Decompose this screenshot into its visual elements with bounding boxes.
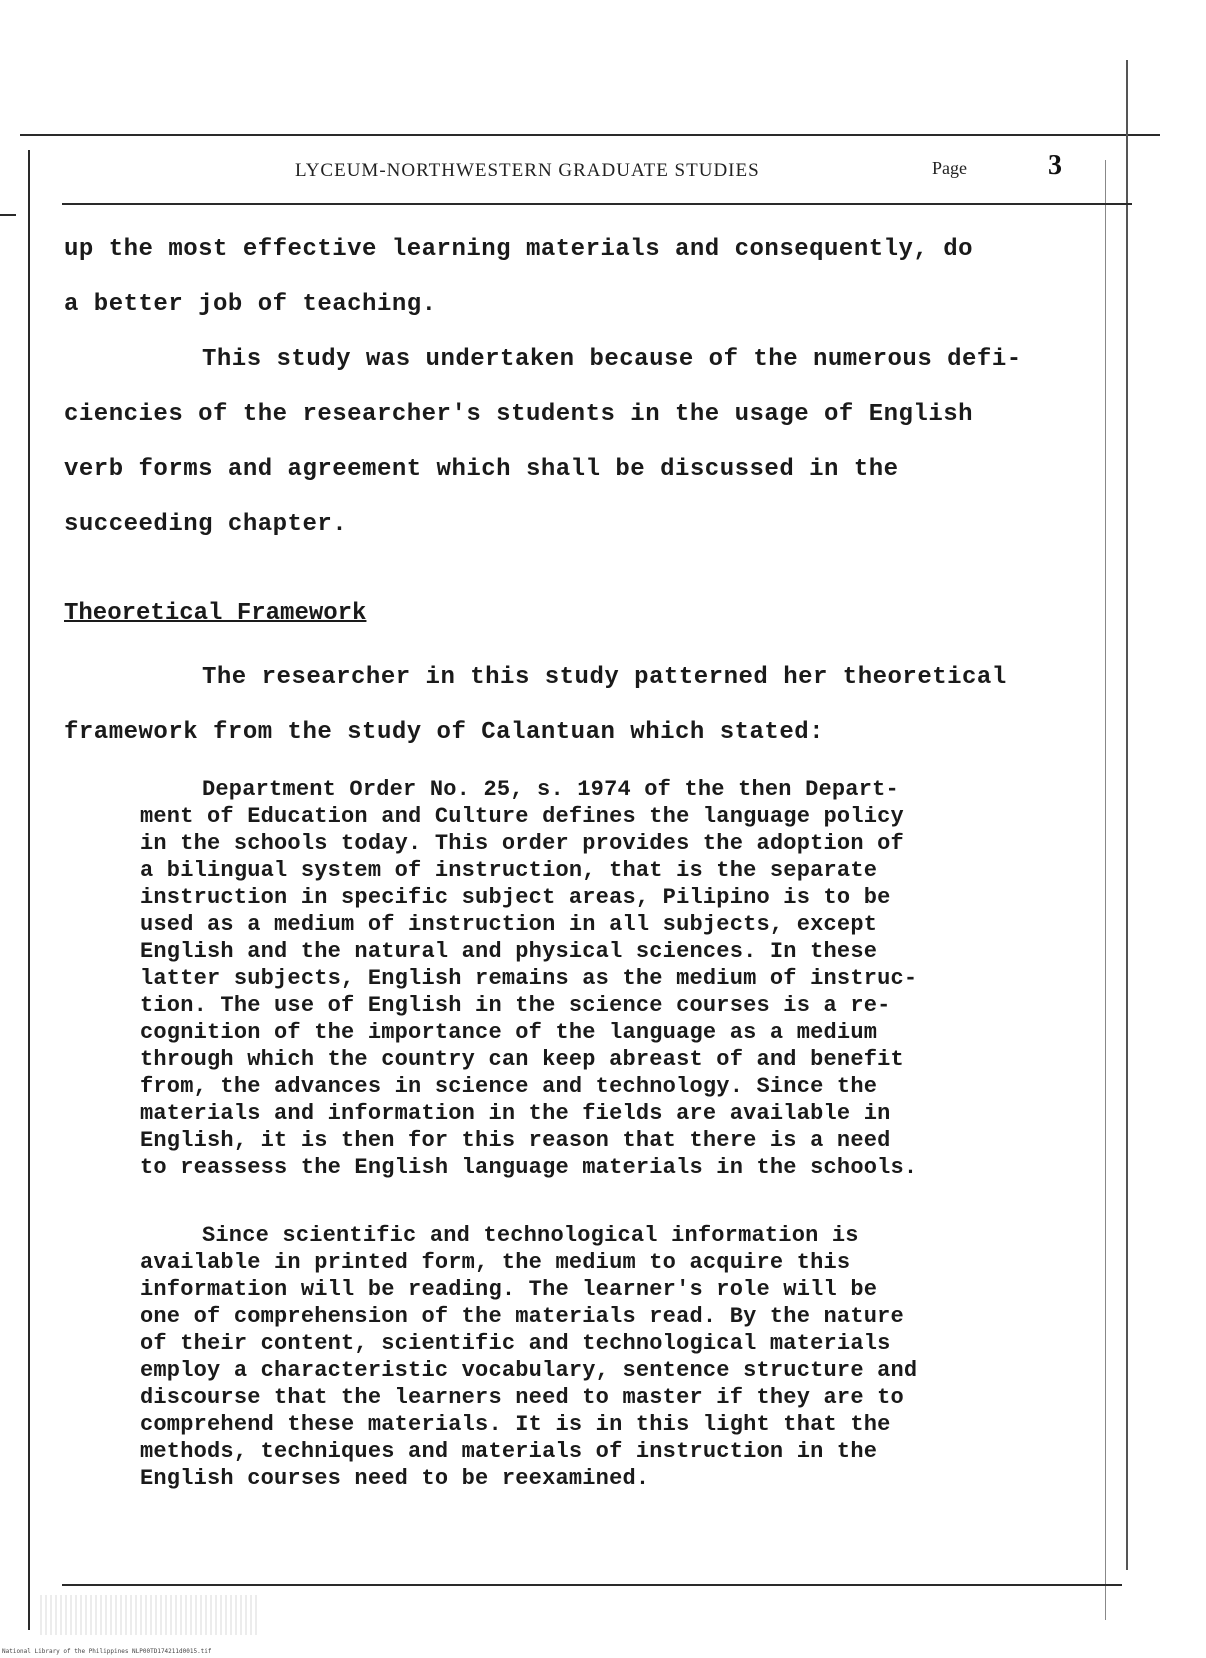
block-quote-2 (140, 1222, 1120, 1492)
quote-line: English, it is then for this reason that there is a need (140, 1128, 891, 1153)
section-heading: Theoretical Framework (64, 600, 367, 627)
block-quote-1 (140, 776, 1120, 1181)
quote-line: ment of Education and Culture defines the language policy (140, 804, 904, 829)
quote-line: cognition of the importance of the language as a medium (140, 1020, 878, 1045)
quote-line: discourse that the learners need to master if they are to (140, 1385, 904, 1410)
bottom-rule (62, 1584, 1122, 1586)
quote-line: available in printed form, the medium to acquire this (140, 1250, 851, 1275)
quote-line: comprehend these materials. It is in this light that the (140, 1412, 891, 1437)
body-text (64, 232, 1114, 562)
quote-line: tion. The use of English in the science courses is a re- (140, 993, 891, 1018)
body-line: a better job of teaching. (64, 291, 437, 318)
quote-line: one of comprehension of the materials read. By the nature (140, 1304, 904, 1329)
body-line: verb forms and agreement which shall be discussed in the (64, 456, 899, 483)
body-text-2 (64, 660, 1114, 770)
body-line: This study was undertaken because of the numerous defi- (202, 346, 1022, 373)
quote-line: used as a medium of instruction in all subjects, except (140, 912, 878, 937)
body-line: The researcher in this study patterned her theoretical (202, 664, 1007, 691)
quote-line: to reassess the English language materials in the schools. (140, 1155, 918, 1180)
frame-right-rule (1126, 60, 1128, 1570)
quote-line: methods, techniques and materials of instruction in the (140, 1439, 878, 1464)
quote-line: English courses need to be reexamined. (140, 1466, 650, 1491)
quote-line: employ a characteristic vocabulary, sentence structure and (140, 1358, 918, 1383)
body-line: ciencies of the researcher's students in the usage of English (64, 401, 974, 428)
quote-line: Department Order No. 25, s. 1974 of the then Depart- (202, 777, 899, 802)
quote-line: instruction in specific subject areas, Pilipino is to be (140, 885, 891, 910)
header-page-label: Page (932, 158, 967, 178)
quote-line: latter subjects, English remains as the medium of instruc- (140, 966, 918, 991)
frame-left-rule (28, 150, 30, 1630)
header-page-number: 3 (1048, 150, 1062, 181)
header-rule (62, 203, 1132, 205)
frame-left-tick (0, 214, 16, 216)
quote-line: materials and information in the fields are available in (140, 1101, 891, 1126)
quote-line: a bilingual system of instruction, that is the separate (140, 858, 878, 883)
body-line: framework from the study of Calantuan which stated: (64, 719, 825, 746)
body-line: up the most effective learning materials and consequently, do (64, 236, 974, 263)
quote-line: Since scientific and technological information is (202, 1223, 859, 1248)
quote-line: in the schools today. This order provides the adoption of (140, 831, 904, 856)
frame-top-rule (20, 134, 1160, 136)
header-title: LYCEUM-NORTHWESTERN GRADUATE STUDIES (295, 160, 760, 181)
scan-artifact (40, 1595, 260, 1635)
quote-line: English and the natural and physical sciences. In these (140, 939, 878, 964)
quote-line: of their content, scientific and technological materials (140, 1331, 891, 1356)
quote-line: from, the advances in science and technology. Since the (140, 1074, 878, 1099)
scan-footer: National Library of the Philippines NLP00TD174211d0015.tif (2, 1648, 212, 1655)
quote-line: information will be reading. The learner's role will be (140, 1277, 878, 1302)
quote-line: through which the country can keep abreast of and benefit (140, 1047, 904, 1072)
body-line: succeeding chapter. (64, 511, 348, 538)
